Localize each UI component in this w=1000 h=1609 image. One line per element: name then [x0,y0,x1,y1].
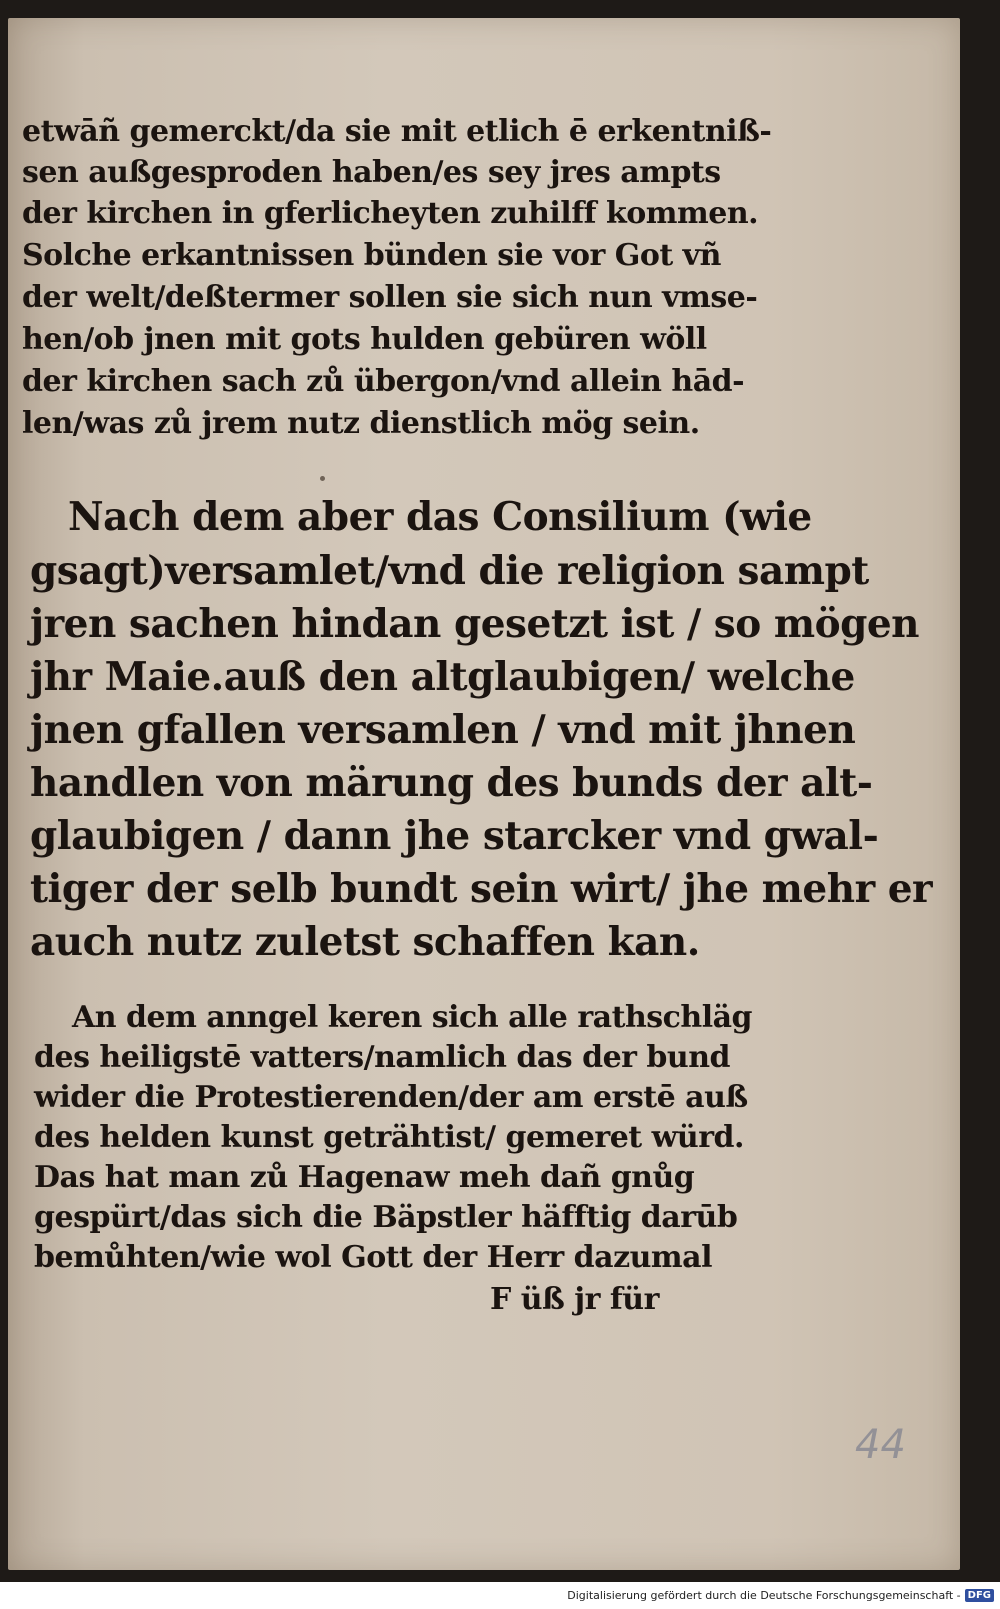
catchword: F üß jr für [490,1282,659,1317]
text-line: An dem anngel keren sich alle rathschläg [72,1000,753,1035]
text-line: jren sachen hindan gesetzt ist / so mögen [30,601,920,647]
text-line: hen/ob jnen mit gots hulden gebüren wöll [22,322,707,357]
text-line: gsagt)versamlet/vnd die religion sampt [30,548,869,594]
text-line: Solche erkantnissen bünden sie vor Got vñ [22,238,721,273]
text-line: bemůhten/wie wol Gott der Herr dazumal [34,1240,713,1275]
text-line: sen außgesproden haben/es sey jres ampts [22,155,721,190]
text-line: des heiligstē vatters/namlich das der bund [34,1040,731,1075]
text-line: der kirchen sach zů übergon/vnd allein hād‑ [22,364,745,399]
text-line: glaubigen / dann jhe starcker vnd gwal‑ [30,813,879,859]
text-line: Das hat man zů Hagenaw meh dañ gnůg [34,1160,695,1195]
text-line: jhr Maie.auß den altglaubigen/ welche [30,654,855,700]
text-line: jnen gfallen versamlen / vnd mit jhnen [30,707,856,753]
text-line: len/was zů jrem nutz dienstlich mög sein. [22,406,700,441]
text-line: auch nutz zuletst schaffen kan. [30,919,700,965]
folio-number: 44 [855,1422,906,1468]
text-line: der kirchen in gferlicheyten zuhilff kommen. [22,196,759,231]
text-line: tiger der selb bundt sein wirt/ jhe mehr er [30,866,933,912]
text-line: der welt/deßtermer sollen sie sich nun vmse‑ [22,280,758,315]
text-line: handlen von märung des bunds der alt‑ [30,760,873,806]
text-line: gespürt/das sich die Bäpstler häfftig darūb [34,1200,738,1235]
text-line: Nach dem aber das Consilium (wie [68,494,812,540]
text-line: etwāñ gemerckt/da sie mit etlich ē erkentniß‑ [22,114,772,149]
footer-text: Digitalisierung gefördert durch die Deutsche Forschungsgemeinschaft - [567,1588,961,1602]
book-page [8,18,960,1570]
dfg-logo: DFG [965,1589,994,1602]
ink-speck [320,476,325,481]
text-line: wider die Protestierenden/der am erstē auß [34,1080,748,1115]
text-line: des helden kunst geträhtist/ gemeret würd. [34,1120,744,1155]
digitization-footer [567,1585,994,1605]
